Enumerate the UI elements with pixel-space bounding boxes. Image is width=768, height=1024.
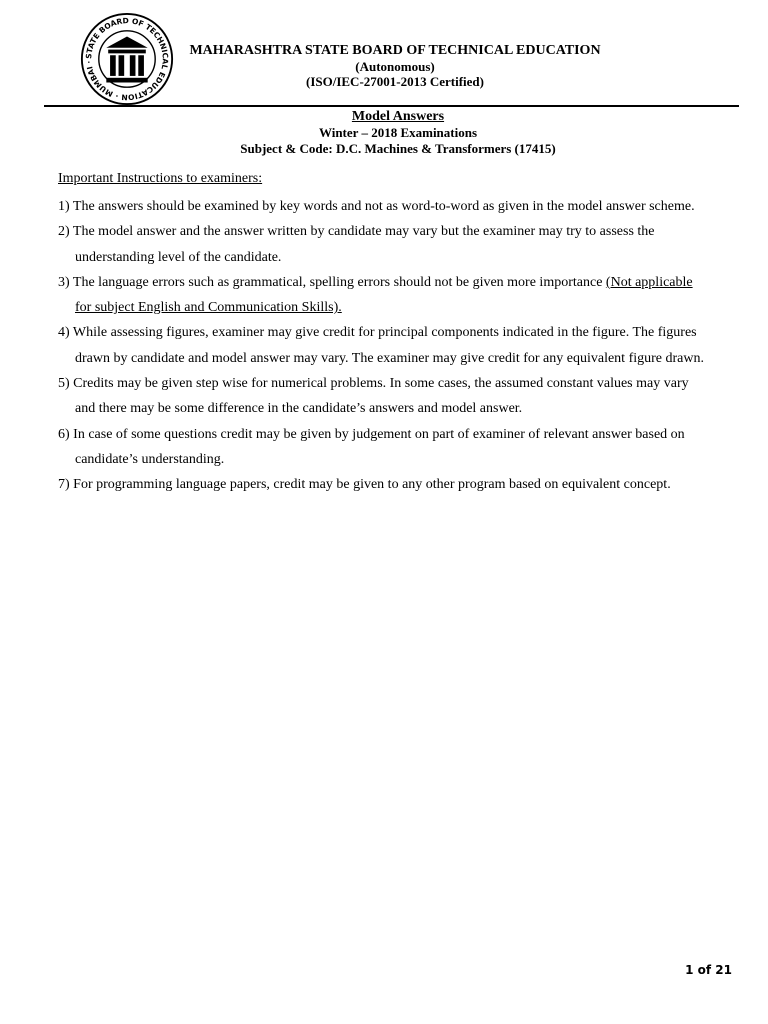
instruction-item-4: 4) While assessing figures, examiner may give credit for principal components indicated in the figure. The figures drawn by candidate and model answer may vary. The examiner may give credit for any equivalent figure drawn.	[58, 325, 704, 366]
board-header	[170, 42, 620, 89]
subject-code: Subject & Code: D.C. Machines & Transformers (17415)	[240, 141, 556, 156]
certification-label: (ISO/IEC-27001-2013 Certified)	[305, 74, 484, 89]
instruction-item-3-note: (Not applicable for subject English and Communication Skills).	[75, 274, 693, 316]
instruction-item-3-text: 3) The language errors such as grammatical, spelling errors should not be given more importance	[58, 274, 606, 290]
header-divider	[44, 105, 739, 107]
exam-session: Winter – 2018 Examinations	[318, 125, 478, 140]
msbte-logo-icon	[80, 12, 174, 106]
board-name: MAHARASHTRA STATE BOARD OF TECHNICAL EDUCATION	[189, 43, 601, 58]
autonomous-label: (Autonomous)	[355, 59, 435, 74]
logo-ring-text: STATE BOARD OF TECHNICAL EDUCATION · MUMBAI ·	[84, 16, 170, 102]
instruction-item-2: 2) The model answer and the answer written by candidate may vary but the examiner may try to assess the understanding level of the candidate.	[58, 224, 655, 265]
document-titles	[44, 109, 752, 157]
instruction-item-7: 7) For programming language papers, credit may be given to any other program based on equivalent concept.	[58, 477, 671, 493]
document-title: Model Answers	[351, 109, 445, 124]
instructions-heading: Important Instructions to examiners:	[58, 171, 263, 186]
instruction-item-3	[58, 270, 708, 321]
instruction-item-5: 5) Credits may be given step wise for numerical problems. In some cases, the assumed constant values may vary and there may be some difference in the candidate’s answers and model answer.	[58, 376, 689, 417]
instruction-item-6: 6) In case of some questions credit may be given by judgement on part of examiner of relevant answer based on candidate’s understanding.	[58, 426, 685, 467]
instruction-item-1: 1) The answers should be examined by key words and not as word-to-word as given in the model answer scheme.	[58, 199, 695, 214]
page-number: 1 of 21	[685, 963, 732, 977]
instructions-list	[58, 194, 708, 498]
